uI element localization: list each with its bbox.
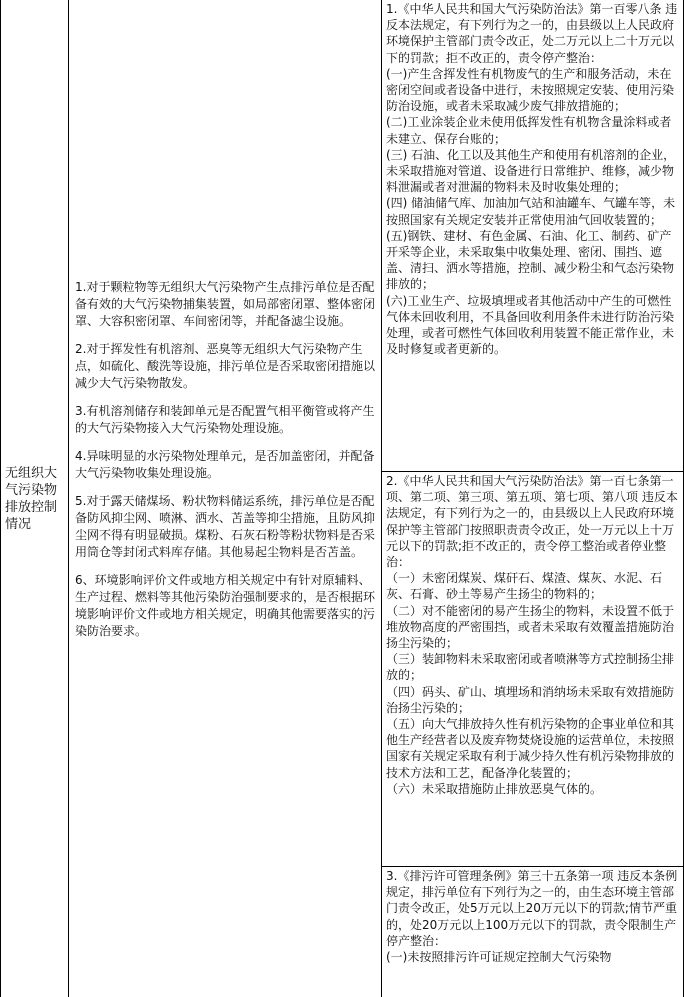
penalty-paragraph: (三) 石油、化工以及其他生产和使用有机溶剂的企业，未采取措施对管道、设备进行日常维护、维修，减少物料泄漏或者对泄漏的物料未及时收集处理的；	[386, 147, 676, 195]
penalty-paragraph: （四）码头、矿山、填埋场和消纳场未采取有效措施防治扬尘污染的；	[386, 684, 675, 715]
penalty-paragraph: （二）对不能密闭的易产生扬尘的物料，未设置不低于堆放物高度的严密围挡，或者未采取有效覆盖措施防治扬尘污染的；	[386, 603, 675, 651]
requirement-item: 6、环境影响评价文件或地方相关规定中有针对原辅料、生产过程、燃料等其他污染防治强制要求的，是否根据环境影响评价文件或地方相关规定，明确其他需要落实的污染防治要求。	[75, 573, 376, 638]
penalty-paragraph: (一)产生含挥发性有机物废气的生产和服务活动，未在密闭空间或者设备中进行，未按照规定安装、使用污染防治设施，或者未采取减少废气排放措施的；	[386, 66, 675, 114]
penalty-paragraph: 1.《中华人民共和国大气污染防治法》第一百零八条 违反本法规定，有下列行为之一的，由县级以上人民政府环境保护主管部门责令改正，处二万元以上二十万元以下的罚款；拒不改正的，责令停产整治：	[386, 2, 678, 65]
penalty-paragraph: (一)未按照排污许可证规定控制大气污染物	[386, 950, 612, 965]
penalty-paragraph: （一）未密闭煤炭、煤矸石、煤渣、煤灰、水泥、石灰、石膏、砂土等易产生扬尘的物料的；	[386, 571, 663, 602]
category-title: 无组织大气污染物排放控制情况	[5, 465, 58, 532]
penalty-paragraph: (六)工业生产、垃圾填埋或者其他活动中产生的可燃性气体未回收利用，不具备回收利用条件未进行防治污染处理，或者可燃性气体回收利用装置不能正常作业，未及时修复或者更新的。	[386, 293, 675, 357]
requirement-item: 3.有机溶剂储存和装卸单元是否配置气相平衡管或将产生的大气污染物接入大气污染物处理设施。	[75, 404, 375, 435]
penalty-paragraph: （五）向大气排放持久性有机污染物的企事业单位和其他生产经营者以及废弃物焚烧设施的运营单位，未按照国家有关规定采取有利于减少持久性有机污染物排放的技术方法和工艺，配备净化装置的；	[386, 717, 675, 780]
requirement-item: 2.对于挥发性有机溶剂、恶臭等无组织大气污染物产生点，如硫化、酸洗等设施，排污单位是否采取密闭措施以减少大气污染物散发。	[75, 342, 376, 390]
penalty-block-1	[382, 0, 684, 472]
penalty-paragraph: 3.《排污许可管理条例》第三十五条第一项 违反本条例规定，排污单位有下列行为之一的，由生态环境主管部门责令改正，处5万元以上20万元以下的罚款;情节严重的，处20万元以上100万元以下的罚款，责令限制生产停产整治：	[386, 869, 678, 948]
requirements-list	[75, 279, 375, 651]
penalty-paragraph: 2.《中华人民共和国大气污染防治法》第一百七条第一项、第二项、第三项、第五项、第七项、第八项 违反本法规定，有下列行为之一的，由县级以上人民政府环境保护等主管部门按照职责责令改正，处一万元以上十万元以下的罚款;拒不改正的，责令停工整治或者停业整治：	[386, 474, 678, 570]
penalty-paragraph: （六）未采取措施防止排放恶臭气体的。	[386, 781, 603, 796]
penalty-paragraph: (四) 储油储气库、加油加气站和油罐车、气罐车等，未按照国家有关规定安装并正常使用油气回收装置的；	[386, 196, 676, 227]
category-cell	[1, 0, 69, 997]
requirements-cell	[69, 0, 382, 997]
requirement-item: 4.异味明显的水污染物处理单元，是否加盖密闭，并配备大气污染物收集处理设施。	[75, 449, 375, 480]
penalty-block-3	[382, 867, 684, 997]
penalty-paragraph: (五)钢铁、建材、有色金属、石油、化工、制药、矿产开采等企业，未采取集中收集处理、密闭、围挡、遮盖、清扫、洒水等措施，控制、减少粉尘和气态污染物排放的；	[386, 228, 675, 292]
penalty-paragraph: (二)工业涂装企业未使用低挥发性有机物含量涂料或者未建立、保存台账的；	[386, 115, 672, 146]
requirement-item: 1.对于颗粒物等无组织大气污染物产生点排污单位是否配备有效的大气污染物捕集装置，如局部密闭罩、整体密闭罩、大容积密闭罩、车间密闭等，并配备滤尘设施。	[75, 280, 376, 328]
requirement-item: 5.对于露天储煤场、粉状物料储运系统，排污单位是否配备防风抑尘网、喷淋、洒水、苫盖等抑尘措施，且防风抑尘网不得有明显破损。煤粉、石灰石粉等粉状物料是否采用筒仓等封闭式料库存储。其他易起尘物料是否苫盖。	[75, 494, 376, 559]
penalty-paragraph: （三）装卸物料未采取密闭或者喷淋等方式控制扬尘排放的；	[386, 652, 675, 683]
penalty-block-2	[382, 472, 684, 867]
penalty-column	[382, 0, 684, 997]
